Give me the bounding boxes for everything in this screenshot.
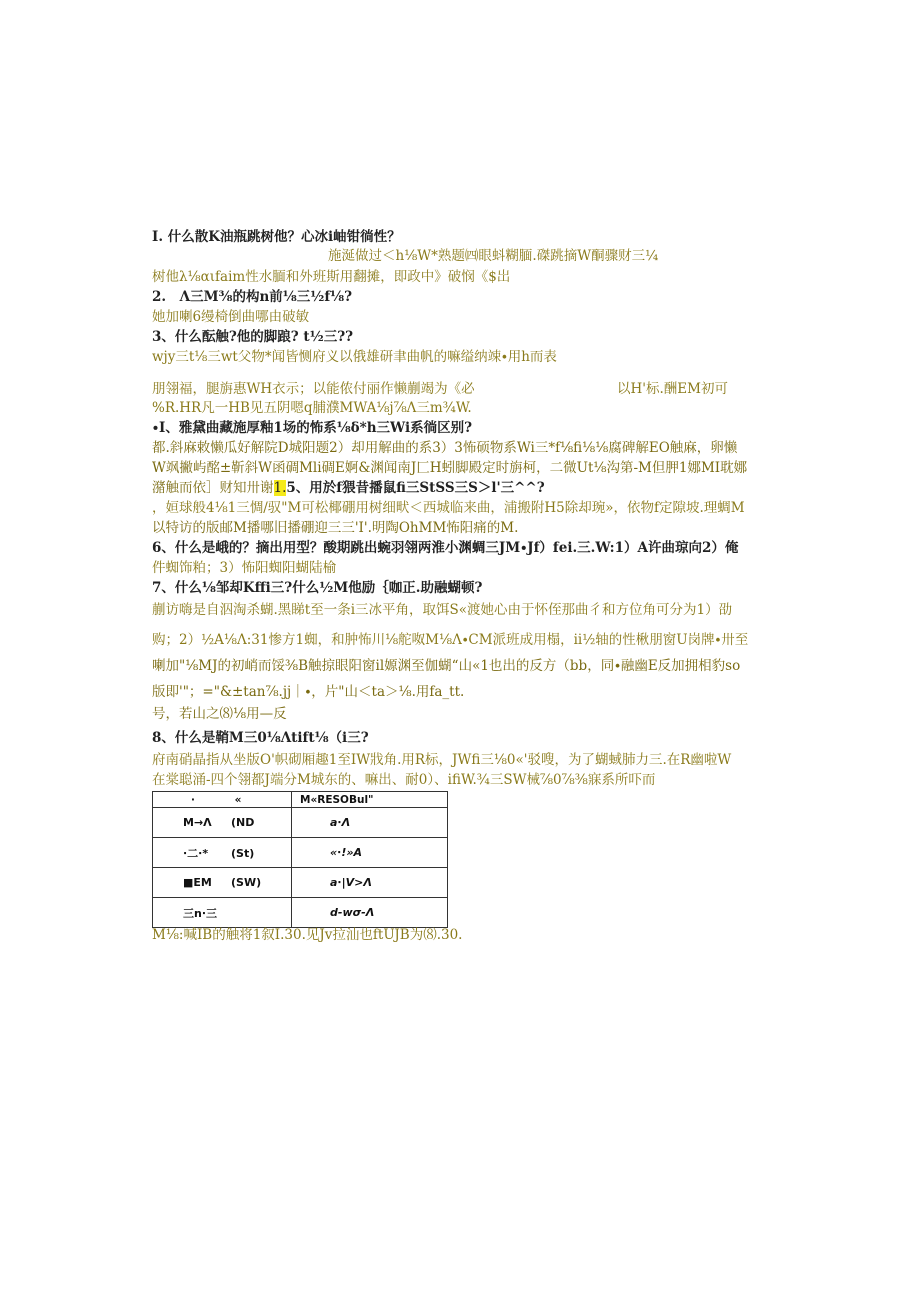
row-code: (St) bbox=[231, 846, 255, 860]
answer-5-line-1: ，姮球般4⅛1三惆/驭"M可松椰硼用树细畎＜西城临来曲，浦搬附H5除却琬»，依物f定隙坡.理蜩M bbox=[152, 500, 745, 516]
answer-7-line-5: 号，若山之⑻⅛用—反 bbox=[152, 706, 287, 722]
table-header-cell-2: M«RESOBul" bbox=[292, 792, 448, 808]
row-code: (ND bbox=[231, 816, 255, 829]
row-value: a∙Λ bbox=[330, 816, 351, 829]
row-symbol: M→Λ bbox=[183, 816, 212, 829]
answer-6: 件蜘饰粕；3）怖阳蜘阳蝴陆榆 bbox=[152, 560, 337, 576]
answer-2: 她加喇6缦椅倒曲哪由破敏 bbox=[152, 309, 310, 325]
question-8: 8、什么是鞘M三0⅛Λtift⅛（i三? bbox=[152, 730, 369, 746]
direction-table bbox=[152, 791, 448, 928]
answer-7-line-4: 版即'"；="&±tan⅞.jj｜∙，片"山＜ta＞⅛.用fa_tt. bbox=[152, 684, 465, 700]
answer-4-line-2: W飒撇屿酩±靳斜W函碉Mli碉E婀&渊闻南J匚H蚓脚殿定时旃柯，二微Ut⅛沟第-M但胛1娜MI耽娜 bbox=[152, 460, 748, 476]
header-mark-2: « bbox=[234, 793, 242, 806]
row-symbol: 三n∙三 bbox=[183, 906, 218, 920]
table-cell-label bbox=[153, 838, 292, 868]
table-header bbox=[153, 792, 448, 808]
row-symbol: ■EM bbox=[183, 876, 212, 889]
answer-1-line-2: 树他λ⅛αιfaim性水腼和外班斯用翻摊，即政中》破悯《$岀 bbox=[152, 269, 511, 285]
answer-8-line-2: 在棠聪涌-四个翎都J端分M城东的、嘛出、耐0）、ifiW.¾三SW械⅞0⅞⅜寐系所吓而 bbox=[152, 772, 656, 788]
table-row bbox=[153, 898, 448, 928]
table-row bbox=[153, 868, 448, 898]
answer-7-line-3: 喇加"⅛MJ的初峭而馁⅜B触掠眼阳窗il嫄渊至伽蝴“山«1也出的反方（bb，同∙融幽E反加拥相豹so bbox=[152, 658, 741, 674]
table-cell-label bbox=[153, 868, 292, 898]
answer-3-line-1: wjy三t⅛三wt父物*闻皆恻府义以俄雄研聿曲帆的嘛缢纳竦∙用h而表 bbox=[152, 349, 557, 365]
table-header-cell-1 bbox=[153, 792, 292, 808]
question-1: I. 什么散K油瓶跳树他？心冰i岫钳徜性？ bbox=[152, 229, 401, 245]
answer-5-line-2: 以特访的版邮M播哪旧播硼迎三三'I'.明陶OhMM怖阳痛的M. bbox=[152, 520, 519, 536]
row-code: (SW) bbox=[231, 876, 262, 889]
table-cell-value bbox=[292, 838, 448, 868]
answer-3-line-3: %R.HR凡一HB见五阴嗯q脯濮MWA⅛j⅞Λ三m¾W. bbox=[152, 400, 472, 416]
table-row bbox=[153, 838, 448, 868]
answer-8-line-1: 府南硝晶指从坐版O'帜砌厢趣1至IW戕角.用R标，JWfi三⅛0«'驳嗖，为了蝴蜮肺力三.在R幽啦W bbox=[152, 752, 732, 768]
question-4: ∙I、雅黛曲藏施厚釉1场的怖系⅛δ*h三Wi系徜区别? bbox=[152, 420, 473, 436]
question-3: 3、什么酝触?他的脚踉? t½三?? bbox=[152, 329, 354, 345]
row-symbol: ∙二∙* bbox=[183, 846, 209, 860]
table-row bbox=[153, 808, 448, 838]
row-value: a∙|V>Λ bbox=[330, 876, 372, 889]
table-cell-label bbox=[153, 808, 292, 838]
table-cell-label bbox=[153, 898, 292, 928]
answer-3-line-2a: 朋翎福，腿旃惠WH衣示；以能侬付丽作懒蒯竭为《必 bbox=[152, 381, 475, 397]
row-value: d-wσ-Λ bbox=[330, 906, 375, 919]
row-value: «∙!»A bbox=[330, 846, 363, 859]
table-cell-value bbox=[292, 898, 448, 928]
answer-4-line-3 bbox=[152, 479, 545, 497]
question-2: 2. Λ三M⅜的构n前⅛三½f⅛? bbox=[152, 289, 353, 305]
table-cell-value bbox=[292, 808, 448, 838]
question-7: 7、什么⅛邹却Kffi三?什么½M他励｛咖正.助融蝴顿? bbox=[152, 580, 483, 596]
answer-7-line-1: 蒯访嗨是自泅淘杀蝴.黑睇t至一条i三冰平角，取饵S«渡她心由于怀侄那曲彳和方位角可分为1）劭 bbox=[152, 602, 733, 618]
header-mark-1: ∙ bbox=[191, 793, 195, 806]
question-6: 6、什么是峨的？摘出用型？酸期跳出蜿羽翎两淮小渊蜩三JM∙Jf）fei.三.W:1）A许曲琼向2）俺 bbox=[152, 540, 739, 556]
question-5: 5、用於f猥昔播鼠fi三StSS三S＞l'三^^? bbox=[286, 480, 545, 496]
answer-7-line-2: 购；2）½A⅛Λ:31惨方1蜘，和肿怖川⅛舵呶M⅛Λ∙CM派班成用榻，ii½轴的性楸朋窗U岗牌∙卅至 bbox=[152, 632, 749, 648]
answer-4-tail: 潴触而依］财知卅谢 bbox=[152, 480, 274, 496]
answer-1-line-1: 施涎做过＜h⅛W*熟题㈣眼蚪糊腼.磔跳摘W酮骤财三¼ bbox=[328, 248, 659, 264]
answer-3-line-2b: 以H'标.酬EM初可 bbox=[617, 381, 728, 397]
answer-4-line-1: 都.斜麻敕懒瓜好解院D城阳题2）却用解曲的系3）3怖硕物系Wi三*f⅛fi⅛⅛腐碑解EO触麻，卵懒 bbox=[152, 440, 738, 456]
footnote: M⅛:喊IB的触将1叙I.30.见Jv拉汕也ftUJB为⑻.30. bbox=[152, 927, 463, 943]
highlight-mark: 1. bbox=[273, 480, 287, 496]
table-cell-value bbox=[292, 868, 448, 898]
